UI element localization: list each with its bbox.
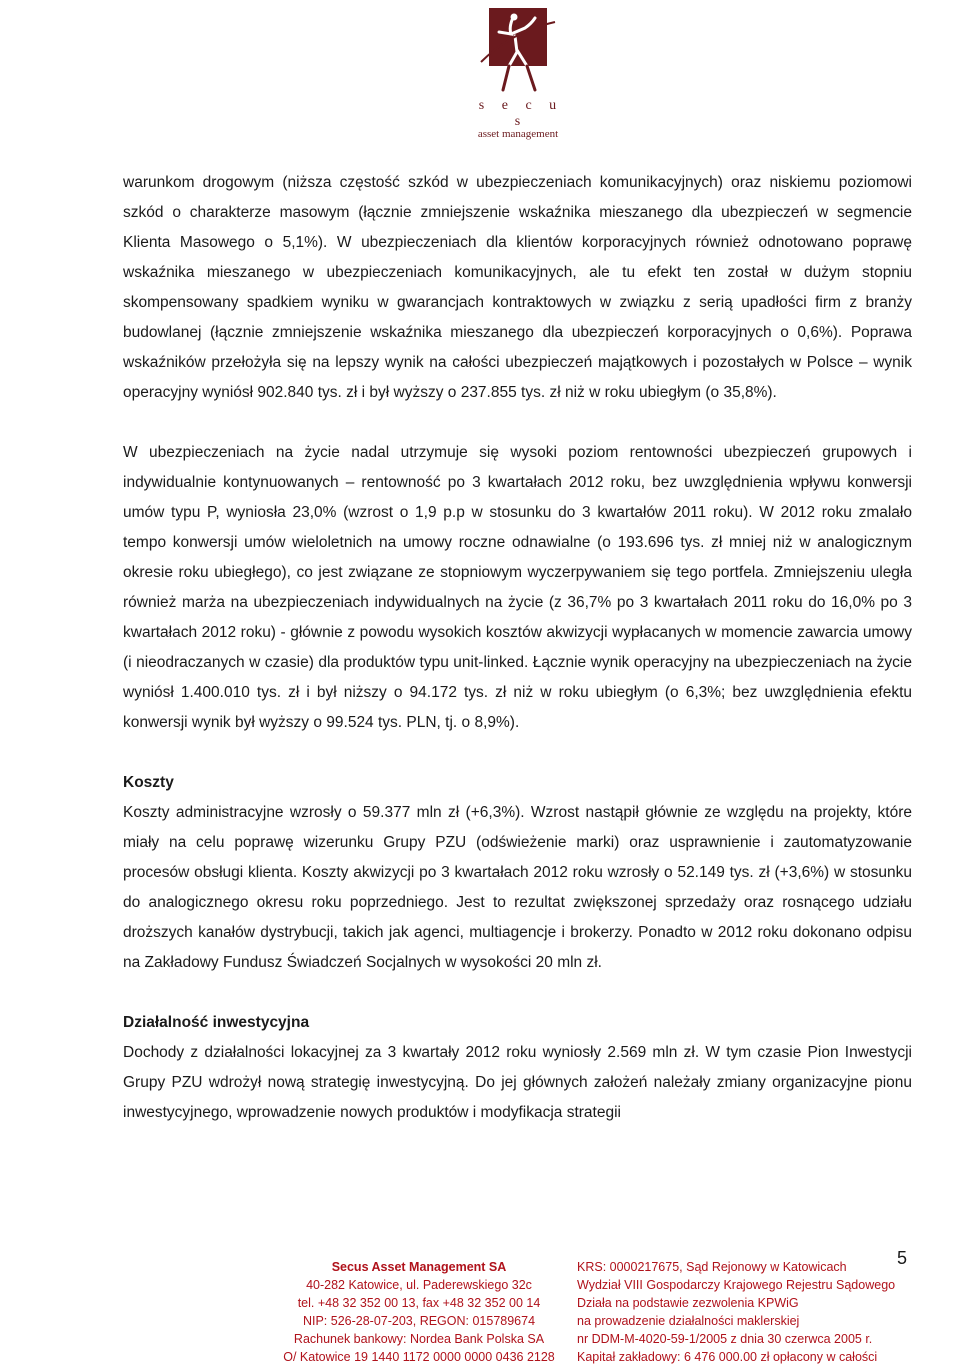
paragraph-life-insurance: W ubezpieczeniach na życie nadal utrzymuje się wysoki poziom rentowności ubezpieczeń grupowych i indywidualnie kontynuowanych – rentowność po 3 kwartałach 2012 roku, bez uwzględnienia wpływu konwersji umów typu P, wyniosła 23,0% (wzrost o 1,9 p.p w stosunku do 3 kwartałów 2011 roku). W 2012 roku zmalało tempo konwersji umów wieloletnich na umowy roczne odnawialne (o 193.696 tys. zł mniej niż w analogicznym okresie roku ubiegłego), co jest związane ze stopniowym wyczerpywaniem się tego portfela. Zmniejszeniu uległa również marża na ubezpieczeniach indywidualnych na życie (z 36,7% po 3 kwartałach 2011 roku do 16,0% po 3 kwartałach 2012 roku) - głównie z powodu wysokich kosztów akwizycji wypłacanych w momencie zawarcia umowy (i nieodraczanych w czasie) dla produktów typu unit-linked. Łącznie wynik operacyjny na ubezpieczeniach na życie wyniósł 1.400.010 tys. zł i był niższy o 94.172 tys. zł niż w roku ubiegłym (o 6,3%; bez uwzględnienia efektu konwersji wynik był wyższy o 99.524 tys. PLN, tj. o 8,9%). [123,444,912,731]
company-logo [468,6,568,140]
footer-company-name: Secus Asset Management SA [331,1260,507,1274]
footer-line: tel. +48 32 352 00 13, fax +48 32 352 00 14 [297,1296,541,1310]
footer-line: Rachunek bankowy: Nordea Bank Polska SA [293,1332,545,1346]
footer-registry-info [577,1258,927,1366]
page-number: 5 [897,1248,908,1268]
paragraph-costs: Koszty administracyjne wzrosły o 59.377 mln zł (+6,3%). Wzrost nastąpił głównie ze względu na projekty, które miały na celu poprawę wizerunku Grupy PZU (odświeżenie marki) oraz usprawnienie i zautomatyzowanie procesów obsługi klienta. Koszty akwizycji po 3 kwartałach 2012 roku wzrosły o 52.149 tys. zł (+3,6%) w stosunku do analogicznego okresu roku poprzedniego. Jest to rezultat zwiększonej sprzedaży oraz rosnącego udziału droższych kanałów dystrybucji, takich jak agenci, multiagencje i brokerzy. Ponadto w 2012 roku dokonano odpisu na Zakładowy Fundusz Świadczeń Socjalnych w wysokości 20 mln zł. [123,804,912,971]
section-heading-investment: Działalność inwestycyjna [123,1014,310,1031]
paragraph-motor-insurance: warunkom drogowym (niższa częstość szkód w ubezpieczeniach komunikacyjnych) oraz niskiemu poziomowi szkód o charakterze masowym (łącznie zmniejszenie wskaźnika mieszanego dla ubezpieczeń w segmencie Klienta Masowego o 5,1%). W ubezpieczeniach dla klientów korporacyjnych również odnotowano poprawę wskaźnika mieszanego w ubezpieczeniach komunikacyjnych, ale tu efekt ten został w dużym stopniu skompensowany spadkiem wyniku w gwarancjach kontraktowych w związku z serią upadłości firm z branży budowlanej (łącznie zmniejszenie wskaźnika mieszanego dla ubezpieczeń korporacyjnych o 0,6%). Poprawa wskaźników przełożyła się na lepszy wynik na całości ubezpieczeń majątkowych i pozostałych w Polsce – wynik operacyjny wyniósł 902.840 tys. zł i był wyższy o 237.855 tys. zł niż w roku ubiegłym (o 35,8%). [123,174,912,401]
footer-line: O/ Katowice 19 1440 1172 0000 0000 0436 2128 [283,1350,555,1364]
footer-line: na prowadzenie działalności maklerskiej [577,1314,800,1328]
document-body [123,168,912,1128]
footer-line: KRS: 0000217675, Sąd Rejonowy w Katowicach [577,1260,847,1274]
footer-line: Wydział VIII Gospodarczy Krajowego Rejestru Sądowego [577,1278,896,1292]
logo-wordmark: s e c u s [478,98,564,129]
footer-line: Działa na podstawie zezwolenia KPWiG [577,1296,799,1310]
footer-line: NIP: 526-28-07-203, REGON: 015789674 [302,1314,536,1328]
section-heading-costs: Koszty [123,774,174,791]
footer-line: 40-282 Katowice, ul. Paderewskiego 32c [306,1278,532,1292]
secus-figure-logo-icon [479,6,557,96]
logo-tagline: asset management [477,128,559,140]
footer-company-info [274,1258,564,1366]
footer-line: nr DDM-M-4020-59-1/2005 z dnia 30 czerwca 2005 r. [577,1332,873,1346]
footer-line: Kapitał zakładowy: 6 476 000.00 zł opłacony w całości [577,1350,878,1364]
paragraph-investment: Dochody z działalności lokacyjnej za 3 kwartały 2012 roku wyniosły 2.569 mln zł. W tym czasie Pion Inwestycji Grupy PZU wdrożył nową strategię inwestycyjną. Do jej głównych założeń należały zmiany organizacyjne pionu inwestycyjnego, wprowadzenie nowych produktów i modyfikacja strategii [123,1044,912,1121]
